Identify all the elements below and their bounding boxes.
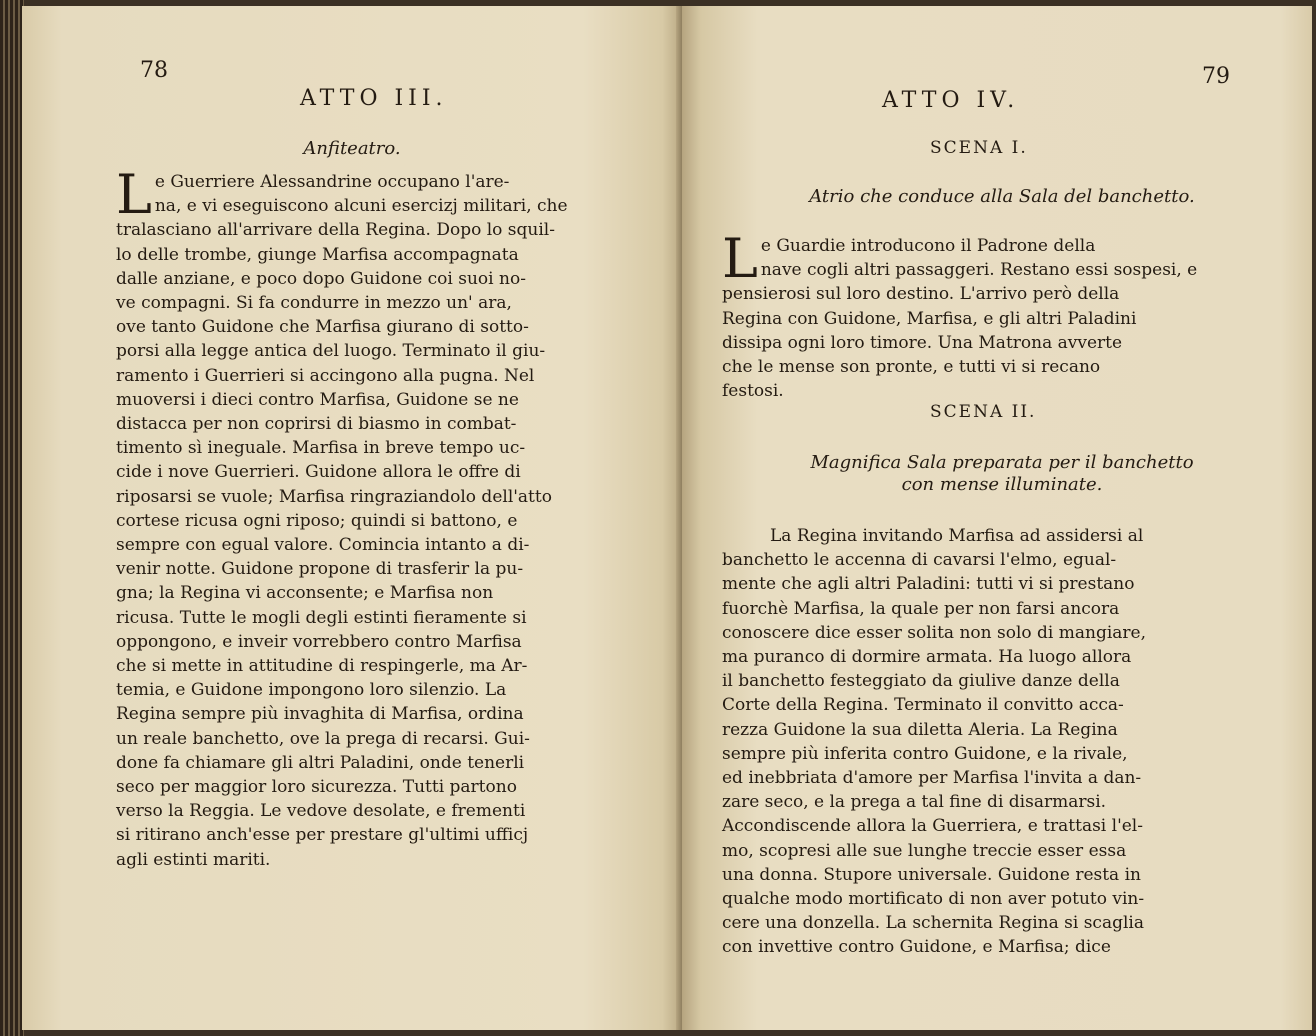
text-line: seco per maggior loro sicurezza. Tutti partono xyxy=(116,777,517,798)
text-line: il banchetto festeggiato da giulive danze della xyxy=(722,671,1120,692)
text-line: La Regina invitando Marfisa ad assidersi al xyxy=(770,526,1144,546)
text-line: done fa chiamare gli altri Paladini, onde tenerli xyxy=(116,752,525,773)
text-line: cere una donzella. La schernita Regina si scaglia xyxy=(722,913,1144,934)
setting-line: con mense illuminate. xyxy=(901,474,1103,495)
left-text-block xyxy=(116,163,664,872)
page-number: 79 xyxy=(1202,64,1230,89)
text-line: festosi. xyxy=(722,381,784,402)
left-page xyxy=(22,6,682,1030)
text-line: venir notte. Guidone propone di trasferir la pu- xyxy=(116,559,524,580)
text-line: nave cogli altri passaggeri. Restano essi sospesi, e xyxy=(760,260,1198,281)
text-line: tralasciano all'arrivare della Regina. Dopo lo squil- xyxy=(116,220,555,241)
text-line: pensierosi sul loro destino. L'arrivo però della xyxy=(722,284,1120,305)
text-line: ramento i Guerrieri si accingono alla pugna. Nel xyxy=(116,365,535,386)
text-line: qualche modo mortificato di non aver potuto vin- xyxy=(722,889,1145,910)
scene-heading: SCENA I. xyxy=(930,138,1028,158)
text-line: conoscere dice esser solita non solo di mangiare, xyxy=(722,622,1146,643)
text-line: e Guardie introducono il Padrone della xyxy=(760,236,1096,256)
text-line: na, e vi eseguiscono alcuni esercizj militari, che xyxy=(154,196,568,217)
drop-cap: L xyxy=(116,163,152,226)
text-line: ma puranco di dormire armata. Ha luogo allora xyxy=(722,647,1132,668)
right-page xyxy=(682,6,1312,1030)
text-line: porsi alla legge antica del luogo. Terminato il giu- xyxy=(116,341,546,362)
text-line: fuorchè Marfisa, la quale per non farsi ancora xyxy=(722,598,1120,619)
text-line: dissipa ogni loro timore. Una Matrona avverte xyxy=(722,332,1123,353)
text-line: Accondiscende allora la Guerriera, e trattasi l'el- xyxy=(722,816,1143,837)
text-line: cortese ricusa ogni riposo; quindi si battono, e xyxy=(116,510,518,531)
text-line: temia, e Guidone impongono loro silenzio. La xyxy=(116,680,507,701)
text-line: Corte della Regina. Terminato il convitto acca- xyxy=(722,695,1124,716)
text-line: mo, scopresi alle sue lunghe treccie esser essa xyxy=(722,840,1127,861)
text-line: distacca per non coprirsi di biasmo in combat- xyxy=(116,414,517,435)
text-line: una donna. Stupore universale. Guidone resta in xyxy=(722,864,1141,885)
text-line: ricusa. Tutte le mogli degli estinti fieramente si xyxy=(116,607,527,628)
text-line: cide i nove Guerrieri. Guidone allora le offre di xyxy=(116,462,521,483)
scene1-text-block xyxy=(722,227,1282,403)
text-line: che si mette in attitudine di respingerle, ma Ar- xyxy=(116,656,528,677)
setting-heading: Anfiteatro. xyxy=(303,138,401,159)
text-line: ove tanto Guidone che Marfisa giurano di sotto- xyxy=(116,317,529,338)
text-line: oppongono, e inveir vorrebbero contro Marfisa xyxy=(116,631,522,652)
text-line: che le mense son pronte, e tutti vi si recano xyxy=(722,357,1101,378)
text-line: muoversi i dieci contro Marfisa, Guidone se ne xyxy=(116,389,519,410)
act-heading: ATTO III. xyxy=(300,86,448,111)
text-line: Regina sempre più invaghita di Marfisa, ordina xyxy=(116,704,524,725)
text-line: e Guerriere Alessandrine occupano l'are- xyxy=(154,172,510,192)
text-line: Regina con Guidone, Marfisa, e gli altri Paladini xyxy=(722,308,1137,329)
setting-line: Magnifica Sala preparata per il banchetto xyxy=(810,452,1194,473)
text-line: con invettive contro Guidone, e Marfisa; dice xyxy=(722,937,1111,958)
page-edges xyxy=(0,0,24,1036)
text-line: si ritirano anch'esse per prestare gl'ultimi ufficj xyxy=(116,825,529,846)
text-line: riposarsi se vuole; Marfisa ringraziandolo dell'atto xyxy=(116,486,552,507)
setting-heading xyxy=(722,452,1282,496)
text-line: un reale banchetto, ove la prega di recarsi. Gui- xyxy=(116,728,530,749)
text-line: verso la Reggia. Le vedove desolate, e frementi xyxy=(116,801,526,822)
text-line: agli estinti mariti. xyxy=(116,849,271,870)
setting-heading: Atrio che conduce alla Sala del banchetto. xyxy=(809,186,1195,207)
text-line: sempre con egual valore. Comincia intanto a di- xyxy=(116,535,530,556)
text-line: timento sì ineguale. Marfisa in breve tempo uc- xyxy=(116,438,526,459)
text-line: lo delle trombe, giunge Marfisa accompagnata xyxy=(116,244,519,265)
page-number: 78 xyxy=(140,58,168,83)
text-line: dalle anziane, e poco dopo Guidone coi suoi no- xyxy=(116,268,526,289)
drop-cap: L xyxy=(722,227,758,290)
text-line: ed inebbriata d'amore per Marfisa l'invita a dan- xyxy=(722,768,1142,789)
text-line: zare seco, e la prega a tal fine di disarmarsi. xyxy=(722,792,1107,813)
text-line: rezza Guidone la sua diletta Aleria. La Regina xyxy=(722,719,1118,740)
text-line: ve compagni. Si fa condurre in mezzo un' ara, xyxy=(116,293,512,314)
text-line: sempre più inferita contro Guidone, e la rivale, xyxy=(722,743,1128,764)
text-line: banchetto le accenna di cavarsi l'elmo, egual- xyxy=(722,550,1117,571)
scene2-text-block xyxy=(722,524,1282,960)
act-heading: ATTO IV. xyxy=(882,88,1020,113)
text-line: mente che agli altri Paladini: tutti vi si prestano xyxy=(722,574,1135,595)
text-line: gna; la Regina vi acconsente; e Marfisa non xyxy=(116,583,494,604)
scene-heading: SCENA II. xyxy=(930,402,1037,422)
